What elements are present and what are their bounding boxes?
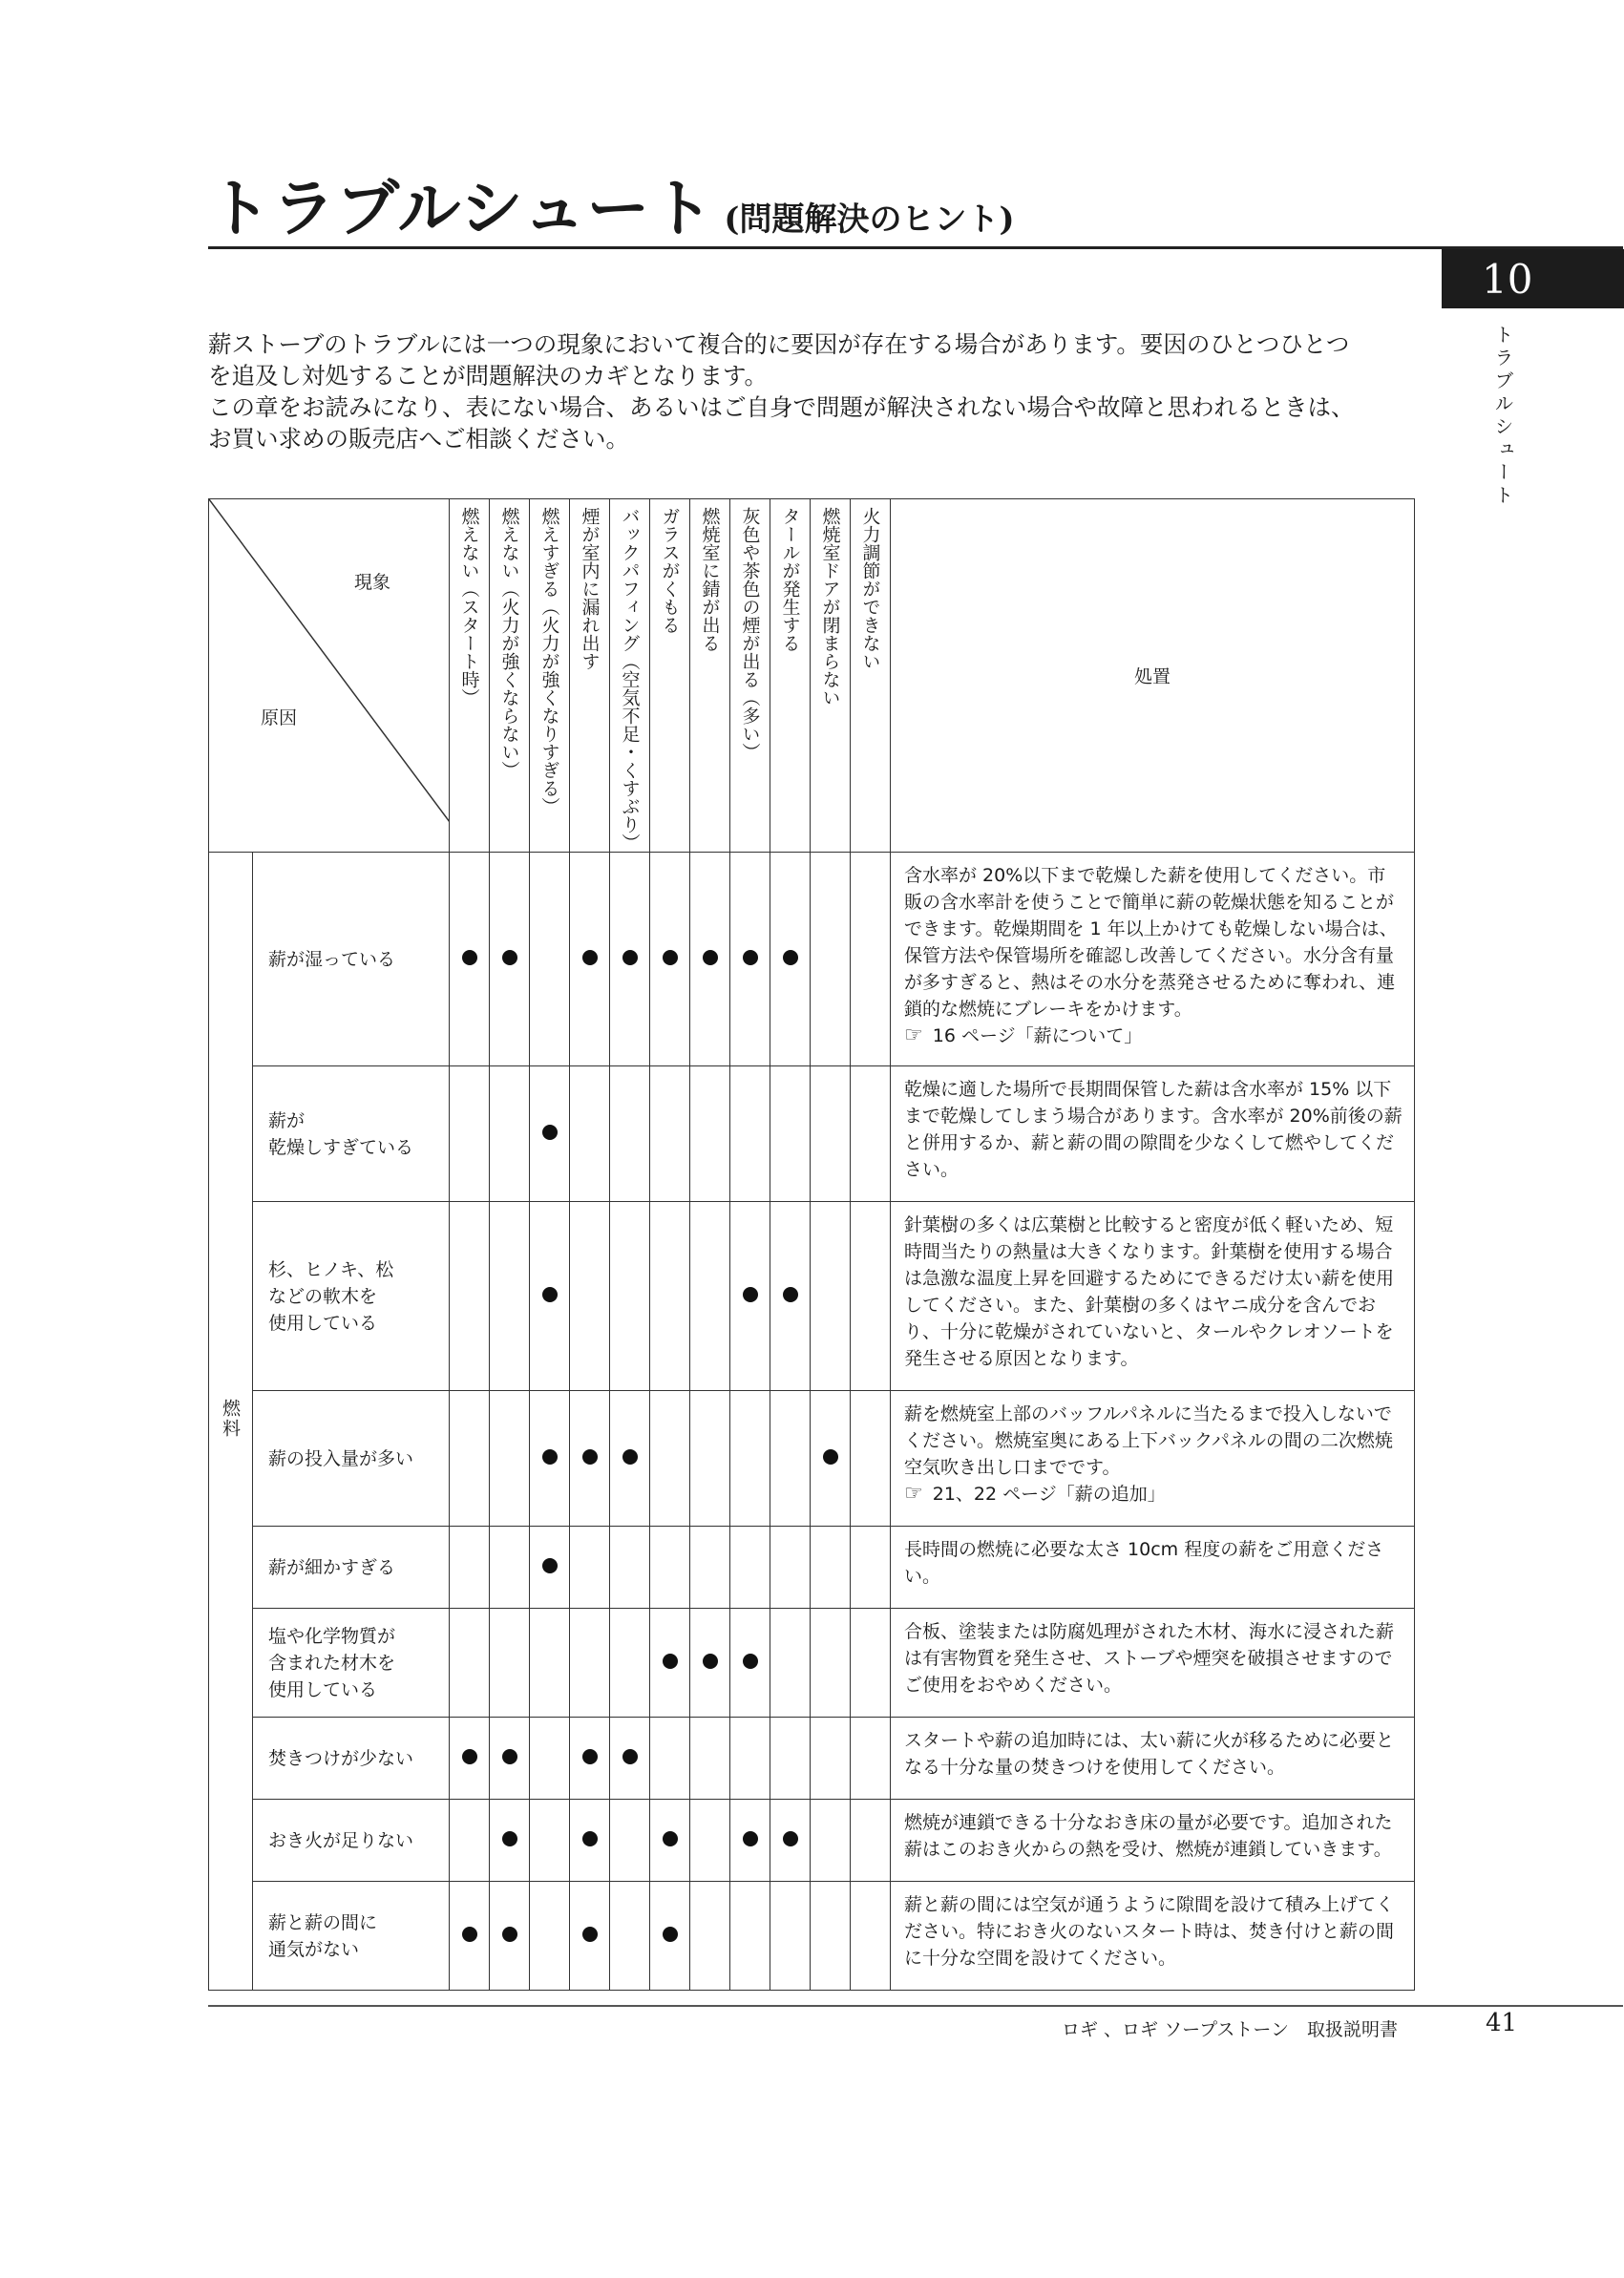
troubleshooting-table: [208, 498, 1415, 1991]
mark-cell: [851, 1391, 891, 1527]
page-title: トラブルシュート: [208, 171, 715, 245]
mark-cell: [851, 1800, 891, 1882]
action-cell: [891, 1202, 1415, 1391]
cause-text: 薪が湿っている: [268, 948, 396, 970]
mark-cell: [851, 1718, 891, 1800]
action-text: スタートや薪の追加時には、太い薪に火が移るために必要となる十分な量の焚きつけを使用してください。: [904, 1730, 1395, 1778]
bullet-dot-icon: [502, 950, 517, 965]
chapter-number-badge: 10: [1442, 249, 1624, 308]
mark-cell: [730, 1800, 770, 1882]
mark-cell: [450, 1800, 490, 1882]
column-header: バックパフィング（空気不足・くすぶり）: [610, 499, 650, 853]
mark-cell: [811, 1800, 851, 1882]
mark-cell: [690, 1609, 730, 1718]
mark-cell: [851, 1066, 891, 1202]
cause-text: 薪が細かすぎる: [268, 1556, 396, 1578]
mark-cell: [690, 1882, 730, 1991]
mark-cell: [530, 1066, 570, 1202]
mark-cell: [650, 1800, 690, 1882]
mark-cell: [570, 1718, 610, 1800]
page-reference: [904, 1023, 1403, 1049]
mark-cell: [450, 1202, 490, 1391]
mark-cell: [450, 1391, 490, 1527]
mark-cell: [450, 1066, 490, 1202]
mark-cell: [690, 1718, 730, 1800]
page-reference-text: 21、22 ページ「薪の追加」: [932, 1484, 1166, 1505]
cause-text: 薪と薪の間に: [268, 1911, 378, 1933]
mark-cell: [610, 853, 650, 1066]
bullet-dot-icon: [823, 1449, 838, 1465]
bullet-dot-icon: [743, 1287, 758, 1302]
column-header: 灰色や茶色の煙が出る（多い）: [730, 499, 770, 853]
mark-cell: [770, 1391, 811, 1527]
mark-cell: [770, 1609, 811, 1718]
mark-cell: [530, 853, 570, 1066]
table-header-row: [209, 499, 1415, 853]
bullet-dot-icon: [703, 1654, 718, 1669]
mark-cell: [811, 1391, 851, 1527]
page-reference-text: 16 ページ「薪について」: [932, 1025, 1143, 1046]
cause-cell: [253, 1202, 450, 1391]
bullet-dot-icon: [502, 1831, 517, 1846]
phenomenon-label: 現象: [354, 572, 391, 593]
mark-cell: [851, 1609, 891, 1718]
mark-cell: [490, 1609, 530, 1718]
bullet-dot-icon: [783, 1831, 798, 1846]
mark-cell: [570, 1202, 610, 1391]
action-text: 合板、塗装または防腐処理がされた木材、海水に浸された薪は有害物質を発生させ、ストーブや煙突を破損させますのでご使用をおやめください。: [904, 1621, 1395, 1696]
cause-text: 塩や化学物質が: [268, 1625, 396, 1647]
mark-cell: [770, 853, 811, 1066]
mark-cell: [730, 1527, 770, 1609]
cause-cell: [253, 1882, 450, 1991]
cause-cell: [253, 1066, 450, 1202]
mark-cell: [490, 1800, 530, 1882]
bullet-dot-icon: [663, 1654, 678, 1669]
mark-cell: [610, 1800, 650, 1882]
cause-cell: [253, 1527, 450, 1609]
mark-cell: [530, 1391, 570, 1527]
bullet-dot-icon: [582, 1831, 598, 1846]
bullet-dot-icon: [703, 950, 718, 965]
mark-cell: [690, 853, 730, 1066]
column-header: 煙が室内に漏れ出す: [570, 499, 610, 853]
mark-cell: [650, 853, 690, 1066]
page-reference: [904, 1481, 1403, 1508]
mark-cell: [490, 1391, 530, 1527]
action-cell: [891, 853, 1415, 1066]
action-text: 燃焼が連鎖できる十分なおき床の量が必要です。追加された薪はこのおき火からの熱を受け、燃焼が連鎖していきます。: [904, 1812, 1393, 1860]
bullet-dot-icon: [462, 950, 477, 965]
mark-cell: [730, 853, 770, 1066]
mark-cell: [770, 1066, 811, 1202]
mark-cell: [450, 1609, 490, 1718]
table-row: [209, 1202, 1415, 1391]
action-cell: [891, 1718, 1415, 1800]
bullet-dot-icon: [462, 1927, 477, 1942]
mark-cell: [650, 1202, 690, 1391]
mark-cell: [570, 1800, 610, 1882]
column-header: 燃えない（火力が強くならない）: [490, 499, 530, 853]
intro-line: 薪ストーブのトラブルには一つの現象において複合的に要因が存在する場合があります。要因のひとつひとつ: [208, 330, 1350, 358]
mark-cell: [730, 1202, 770, 1391]
bullet-dot-icon: [743, 950, 758, 965]
action-text: 薪と薪の間には空気が通うように隙間を設けて積み上げてください。特におき火のないスタート時は、焚き付けと薪の間に十分な空間を設けてください。: [904, 1894, 1395, 1969]
mark-cell: [851, 1527, 891, 1609]
table-row: [209, 1800, 1415, 1882]
cause-text: 杉、ヒノキ、松: [268, 1258, 394, 1280]
category-label: 燃料: [220, 1399, 241, 1439]
diagonal-header-cell: [209, 499, 450, 853]
column-header: 燃焼室に錆が出る: [690, 499, 730, 853]
cause-cell: [253, 853, 450, 1066]
category-cell: [209, 853, 253, 1991]
mark-cell: [650, 1527, 690, 1609]
table-row: [209, 1527, 1415, 1609]
mark-cell: [570, 1609, 610, 1718]
pointing-hand-icon: ☞: [904, 1023, 923, 1047]
mark-cell: [530, 1527, 570, 1609]
action-header: 処置: [891, 499, 1415, 853]
mark-cell: [811, 1882, 851, 1991]
action-text: 含水率が 20%以下まで乾燥した薪を使用してください。市販の含水率計を使うことで簡単に薪の乾燥状態を知ることができます。乾燥期間を 1 年以上かけても乾燥しない場合は、保管方法や保管場所を確認し改善してください。水分含有量が多すぎると、熱はその水分を蒸発させるために奪われ、連鎖的な燃焼にブレーキをかけます。: [904, 865, 1398, 1020]
action-cell: [891, 1391, 1415, 1527]
bullet-dot-icon: [743, 1831, 758, 1846]
mark-cell: [610, 1527, 650, 1609]
mark-cell: [650, 1882, 690, 1991]
mark-cell: [530, 1202, 570, 1391]
bullet-dot-icon: [622, 1449, 638, 1465]
action-cell: [891, 1609, 1415, 1718]
mark-cell: [450, 1882, 490, 1991]
mark-cell: [770, 1800, 811, 1882]
mark-cell: [770, 1202, 811, 1391]
mark-cell: [650, 1066, 690, 1202]
mark-cell: [730, 1882, 770, 1991]
bullet-dot-icon: [582, 1927, 598, 1942]
mark-cell: [450, 1527, 490, 1609]
bullet-dot-icon: [663, 1927, 678, 1942]
action-text: 乾燥に適した場所で長期間保管した薪は含水率が 15% 以下まで乾燥してしまう場合があります。含水率が 20%前後の薪と併用するか、薪と薪の間の隙間を少なくして燃やしてください。: [904, 1079, 1403, 1180]
mark-cell: [690, 1066, 730, 1202]
footer-divider: [208, 2005, 1623, 2007]
mark-cell: [570, 1527, 610, 1609]
action-cell: [891, 1066, 1415, 1202]
bullet-dot-icon: [663, 1831, 678, 1846]
mark-cell: [490, 1718, 530, 1800]
action-cell: [891, 1527, 1415, 1609]
mark-cell: [851, 853, 891, 1066]
cause-text: 乾燥しすぎている: [268, 1136, 414, 1158]
action-text: 薪を燃焼室上部のバッフルパネルに当たるまで投入しないでください。燃焼室奥にある上下バックパネルの間の二次燃焼空気吹き出し口までです。: [904, 1403, 1393, 1478]
mark-cell: [530, 1609, 570, 1718]
mark-cell: [490, 1527, 530, 1609]
intro-line: お買い求めの販売店へご相談ください。: [208, 425, 629, 453]
bullet-dot-icon: [542, 1449, 558, 1465]
mark-cell: [610, 1202, 650, 1391]
mark-cell: [811, 1718, 851, 1800]
bullet-dot-icon: [783, 950, 798, 965]
bullet-dot-icon: [582, 950, 598, 965]
cause-text: 通気がない: [268, 1938, 360, 1960]
cause-cell: [253, 1800, 450, 1882]
column-header: タールが発生する: [770, 499, 811, 853]
cause-text: 薪の投入量が多い: [268, 1447, 414, 1469]
action-text: 針葉樹の多くは広葉樹と比較すると密度が低く軽いため、短時間当たりの熱量は大きくなります。針葉樹を使用する場合は急激な温度上昇を回避するためにできるだけ太い薪を使用してください。また、針葉樹の多くはヤニ成分を含んでおり、十分に乾燥がされていないと、タールやクレオソートを発生させる原因となります。: [904, 1214, 1395, 1369]
bullet-dot-icon: [542, 1558, 558, 1573]
cause-text: 使用している: [268, 1312, 378, 1334]
mark-cell: [811, 1609, 851, 1718]
mark-cell: [570, 853, 610, 1066]
mark-cell: [570, 1391, 610, 1527]
mark-cell: [730, 1391, 770, 1527]
diagonal-line: [209, 499, 450, 822]
cause-cell: [253, 1391, 450, 1527]
page-number: 41: [1486, 2009, 1518, 2037]
cause-label: 原因: [261, 707, 298, 728]
mark-cell: [770, 1718, 811, 1800]
cause-text: 使用している: [268, 1678, 378, 1700]
mark-cell: [490, 1066, 530, 1202]
cause-text: 含まれた材木を: [268, 1652, 396, 1674]
table-row: [209, 1066, 1415, 1202]
column-header: 燃焼室ドアが閉まらない: [811, 499, 851, 853]
cause-text: おき火が足りない: [268, 1829, 414, 1851]
mark-cell: [530, 1882, 570, 1991]
bullet-dot-icon: [663, 950, 678, 965]
mark-cell: [690, 1391, 730, 1527]
mark-cell: [811, 1202, 851, 1391]
mark-cell: [851, 1882, 891, 1991]
mark-cell: [490, 1882, 530, 1991]
mark-cell: [770, 1882, 811, 1991]
mark-cell: [811, 853, 851, 1066]
intro-line: この章をお読みになり、表にない場合、あるいはご自身で問題が解決されない場合や故障と思われるときは、: [208, 393, 1355, 421]
table-row: [209, 1391, 1415, 1527]
mark-cell: [490, 853, 530, 1066]
bullet-dot-icon: [622, 1749, 638, 1764]
title-divider: [208, 246, 1623, 249]
footer-book-title: ロギ 、ロギ ソープストーン 取扱説明書: [1062, 2019, 1398, 2040]
mark-cell: [530, 1800, 570, 1882]
mark-cell: [610, 1718, 650, 1800]
mark-cell: [730, 1609, 770, 1718]
mark-cell: [730, 1066, 770, 1202]
mark-cell: [610, 1066, 650, 1202]
mark-cell: [490, 1202, 530, 1391]
action-text: 長時間の燃焼に必要な太さ 10cm 程度の薪をご用意ください。: [904, 1539, 1384, 1587]
column-header: ガラスがくもる: [650, 499, 690, 853]
intro-line: を追及し対処することが問題解決のカギとなります。: [208, 362, 769, 390]
mark-cell: [610, 1882, 650, 1991]
mark-cell: [570, 1882, 610, 1991]
bullet-dot-icon: [542, 1287, 558, 1302]
table-row: [209, 1882, 1415, 1991]
intro-text: [208, 328, 1440, 454]
bullet-dot-icon: [582, 1449, 598, 1465]
mark-cell: [811, 1527, 851, 1609]
action-cell: [891, 1800, 1415, 1882]
mark-cell: [610, 1609, 650, 1718]
bullet-dot-icon: [622, 950, 638, 965]
page-heading: [208, 158, 1015, 248]
table-row: [209, 1609, 1415, 1718]
bullet-dot-icon: [582, 1749, 598, 1764]
mark-cell: [650, 1391, 690, 1527]
mark-cell: [450, 853, 490, 1066]
table-row: [209, 853, 1415, 1066]
bullet-dot-icon: [502, 1927, 517, 1942]
mark-cell: [610, 1391, 650, 1527]
pointing-hand-icon: ☞: [904, 1482, 923, 1506]
bullet-dot-icon: [783, 1287, 798, 1302]
bullet-dot-icon: [743, 1654, 758, 1669]
cause-cell: [253, 1609, 450, 1718]
mark-cell: [811, 1066, 851, 1202]
mark-cell: [770, 1527, 811, 1609]
cause-text: 焚きつけが少ない: [268, 1747, 414, 1769]
mark-cell: [570, 1066, 610, 1202]
side-chapter-label: トラブルシュート: [1491, 325, 1514, 508]
mark-cell: [690, 1527, 730, 1609]
mark-cell: [650, 1718, 690, 1800]
column-header: 火力調節ができない: [851, 499, 891, 853]
mark-cell: [730, 1718, 770, 1800]
cause-text: などの軟木を: [268, 1285, 378, 1307]
column-header: 燃えない（スタート時）: [450, 499, 490, 853]
mark-cell: [530, 1718, 570, 1800]
column-header: 燃えすぎる（火力が強くなりすぎる）: [530, 499, 570, 853]
bullet-dot-icon: [462, 1749, 477, 1764]
bullet-dot-icon: [502, 1749, 517, 1764]
mark-cell: [851, 1202, 891, 1391]
bullet-dot-icon: [542, 1125, 558, 1140]
cause-cell: [253, 1718, 450, 1800]
action-cell: [891, 1882, 1415, 1991]
mark-cell: [690, 1800, 730, 1882]
mark-cell: [650, 1609, 690, 1718]
page-subtitle: (問題解決のヒント): [724, 200, 1015, 239]
cause-text: 薪が: [268, 1109, 306, 1131]
mark-cell: [690, 1202, 730, 1391]
mark-cell: [450, 1718, 490, 1800]
table-row: [209, 1718, 1415, 1800]
